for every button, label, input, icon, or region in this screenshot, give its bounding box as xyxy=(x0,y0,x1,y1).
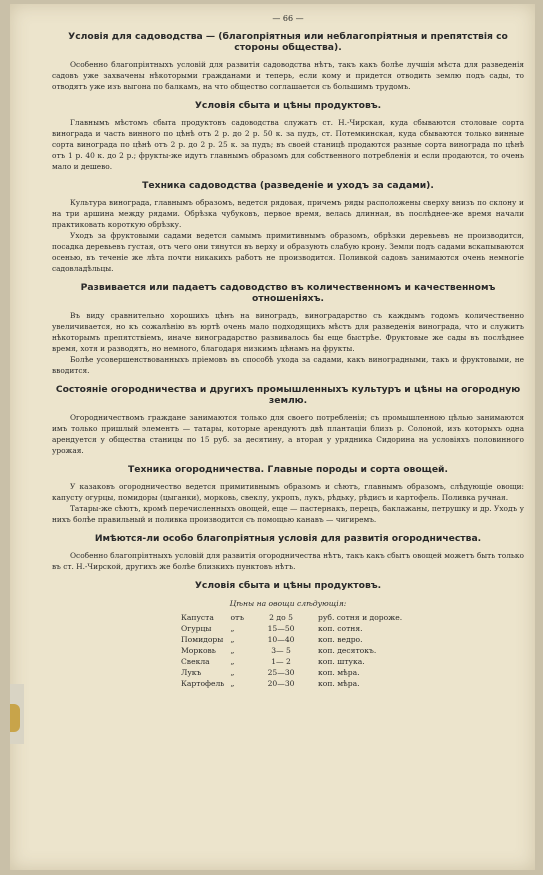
price-unit: коп. сотня. xyxy=(318,624,363,633)
section-vegetable-conditions xyxy=(52,533,524,572)
section-heading: Развивается или падаетъ садоводство въ количественномъ и качественномъ отношеніяхъ. xyxy=(80,282,496,304)
section-heading: Состояніе огородничества и другихъ промышленныхъ культуръ и цѣны на огородную землю. xyxy=(55,384,521,406)
price-prep: „ xyxy=(230,646,235,655)
paragraph: Въ виду сравнительно хорошихъ цѣнъ на виноградъ, виноградарство съ каждымъ годомъ количественно увеличивается, но къ сожалѣнію въ юртѣ очень мало подходящихъ мѣстъ для разведенія винограда, что и служитъ нѣкоторымъ препятствіемъ, иначе виноградарство развивалось бы еще быстрѣе. Фруктовые же сады въ послѣднее время, хотя и разводятъ, но немного, благодаря низкимъ цѣнамъ на фрукты. xyxy=(52,311,524,353)
price-item: Свекла xyxy=(181,657,210,666)
price-unit: коп. мѣра. xyxy=(318,679,360,688)
section-heading: Условія сбыта и цѣны продуктовъ. xyxy=(194,100,382,111)
price-amount: 2 до 5 xyxy=(269,613,293,622)
price-unit: коп. штука. xyxy=(318,657,365,666)
price-item: Картофель xyxy=(181,679,225,688)
price-unit: коп. десятокъ. xyxy=(318,646,377,655)
table-row xyxy=(178,623,405,634)
price-item: Лукъ xyxy=(181,668,202,677)
price-amount: 15—50 xyxy=(267,624,295,633)
price-unit: коп. ведро. xyxy=(318,635,363,644)
price-prep: „ xyxy=(230,668,235,677)
price-amount: 25—30 xyxy=(267,668,295,677)
page-content xyxy=(52,14,524,689)
price-prep: „ xyxy=(230,679,235,688)
section-heading: Техника садоводства (разведеніе и уходъ за садами). xyxy=(142,180,434,191)
table-row xyxy=(178,678,405,689)
table-row xyxy=(178,612,405,623)
binder-clip xyxy=(10,704,20,732)
section-heading: Условія сбыта и цѣны продуктовъ. xyxy=(194,580,382,591)
document-page xyxy=(10,4,535,870)
section-garden-conditions xyxy=(52,31,524,92)
section-vegetable-prices xyxy=(52,580,524,689)
section-heading: Условія для садоводства — (благопріятныя или неблагопріятныя и препятствія со стороны общества). xyxy=(68,31,508,53)
price-prep: „ xyxy=(230,657,235,666)
price-unit: руб. сотня и дороже. xyxy=(318,613,403,622)
paragraph: Культура винограда, главнымъ образомъ, ведется рядовая, причемъ ряды расположены сверху внизъ по склону и на три аршина между рядами. Обрѣзка чубуковъ, первое время, велась длинная, въ послѣднее-же время начали практиковать короткую обрѣзку. xyxy=(52,198,524,229)
price-prep: „ xyxy=(230,624,235,633)
paragraph: Огородничествомъ граждане занимаются только для своего потребленія; съ промышленною цѣлью занимаются имъ только пришлый элементъ — татары, которые арендуютъ двѣ плантаціи близъ р. Солоной, изъ которыхъ одна арендуется у общества станицы по 15 руб. за десятину, а вторая у урядника Сидорина на условіяхъ половинного урожая. xyxy=(52,413,524,455)
table-row xyxy=(178,656,405,667)
section-vegetable-state xyxy=(52,384,524,456)
price-item: Помидоры xyxy=(181,635,224,644)
page-number: — 66 — xyxy=(272,14,304,23)
paragraph: Особенно благопріятныхъ условій для развитія огородничества нѣтъ, такъ какъ сбытъ овощей можетъ быть только въ ст. Н.-Чирской, другихъ же болѣе близкихъ пунктовъ нѣтъ. xyxy=(52,551,524,571)
prices-subheading: Цѣны на овощи слѣдующія: xyxy=(229,599,347,608)
paragraph: У казаковъ огородничество ведется примитивнымъ образомъ и сѣютъ, главнымъ образомъ, слѣдующіе овощи: капусту огурцы, помидоры (цыганки), морковь, свеклу, укропъ, лукъ, рѣдьку, рѣдисъ и картофель. Поливка ручная. xyxy=(52,482,524,502)
section-garden-development xyxy=(52,282,524,376)
paragraph: Болѣе усовершенствованныхъ пріемовъ въ способѣ ухода за садами, какъ виноградными, такъ и фруктовыми, не вводится. xyxy=(52,355,524,375)
price-amount: 10—40 xyxy=(267,635,295,644)
table-row xyxy=(178,645,405,656)
paragraph: Татары-же сѣютъ, кромѣ перечисленныхъ овощей, еще — пастернакъ, перецъ, баклажаны, петрушку и др. Уходъ у нихъ болѣе правильный и поливка производится съ помощью канавъ — чигиремъ. xyxy=(52,504,524,524)
table-row xyxy=(178,667,405,678)
price-item: Капуста xyxy=(181,613,214,622)
paragraph: Уходъ за фруктовыми садами ведется самымъ примитивнымъ образомъ, обрѣзки деревьевъ не производится, посадка деревьевъ густая, отъ чего они тянутся въ верху и образують слабую крону. Земли подъ садами вскапываются осенью, въ теченіе же лѣта почти никакихъ работъ не производится. Поливкой садовъ занимаются очень немногіе садовладѣльцы. xyxy=(52,231,524,273)
price-prep: отъ xyxy=(230,613,245,622)
price-amount: 3— 5 xyxy=(271,646,291,655)
prices-table xyxy=(178,612,405,689)
price-amount: 20—30 xyxy=(267,679,295,688)
price-amount: 1— 2 xyxy=(271,657,291,666)
section-garden-technique xyxy=(52,180,524,274)
section-heading: Имѣются-ли особо благопріятныя условія для развитія огородничества. xyxy=(94,533,482,544)
section-garden-sales xyxy=(52,100,524,172)
paragraph: Главнымъ мѣстомъ сбыта продуктовъ садоводства служатъ ст. Н.-Чирская, куда сбываются столовые сорта винограда и часть винного по цѣнѣ отъ 2 р. до 2 р. 50 к. за пудъ, ст. Потемкинская, куда сбываются только винные сорта винограда по цѣнѣ отъ 2 р. до 2 р. 25 к. за пудъ; въ своей станицѣ продаются разные сорта винограда по цѣнѣ отъ 1 р. 40 к. до 2 р.; фрукты-же идутъ главнымъ образомъ для собственного потребленія и если продаются, то очень мало и дешево. xyxy=(52,118,524,171)
section-vegetable-technique xyxy=(52,464,524,525)
paragraph: Особенно благопріятныхъ условій для развитія садоводства нѣтъ, такъ какъ болѣе лучшія мѣста для разведенія садовъ уже захвачены нѣкоторыми гражданами и теперь, если кому и придется отводить землю подъ сады, то отводятъ уже изъ выгона по балкамъ, на что общество соглашается съ большимъ трудомъ. xyxy=(52,60,524,91)
price-item: Морковь xyxy=(181,646,216,655)
section-heading: Техника огородничества. Главные породы и сорта овощей. xyxy=(128,464,448,475)
table-row xyxy=(178,634,405,645)
price-prep: „ xyxy=(230,635,235,644)
price-unit: коп. мѣра. xyxy=(318,668,360,677)
price-item: Огурцы xyxy=(181,624,212,633)
